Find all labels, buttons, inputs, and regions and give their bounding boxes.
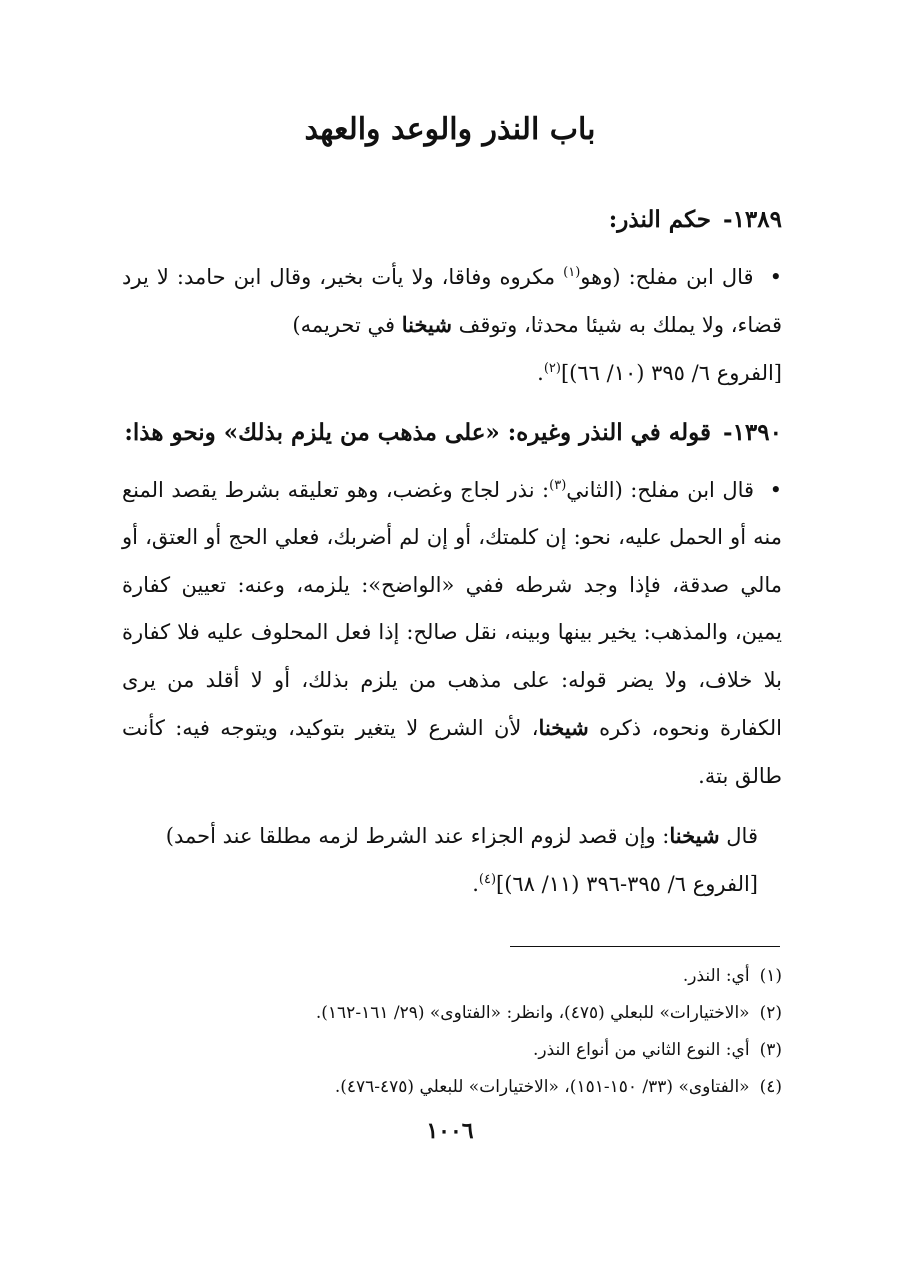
main-text (122, 196, 782, 920)
bullet: • (769, 264, 782, 289)
section-number: ١٣٨٩- (723, 206, 782, 233)
footnote-number: (١) (759, 966, 782, 986)
section-title: قوله في النذر وغيره: «على مذهب من يلزم بذلك» ونحو هذا: (124, 419, 712, 446)
text-segment: : نذر لجاج وغضب، وهو تعليقه بشرط يقصد المنع منه أو الحمل عليه، نحو: إن كلمتك، أو إن لم أضربك، فعلي الحج أو العتق، أو مالي صدقة، فإذا وجد شرطه ففي «الواضح»: يلزمه، وعنه: تعيين كفارة يمين، والمذهب: يخير بينها وبينه، نقل صالح: إذا فعل المحلوف عليه فلا كفارة بلا خلاف، ولا يضر قوله: على مذهب من يلزم بذلك، أو لا أقلد من يرى الكفارة ونحوه، ذكره (122, 477, 782, 740)
footnote-number: (٢) (759, 1003, 782, 1023)
paragraph (122, 254, 782, 398)
footnote-marker: (٤) (478, 871, 497, 887)
section-number: ١٣٩٠- (723, 419, 782, 446)
text-segment: مكروه وفاقا، ولا يأت بخير، وقال ابن حامد: لا يرد قضاء، ولا يملك به شيئا محدثا، وتوقف (122, 264, 782, 337)
end-mark: . (472, 871, 479, 896)
source-reference: [الفروع ٦/ ٣٩٥ (١٠/ ٦٦)] (560, 360, 782, 385)
chapter-title: باب النذر والوعد والعهد (304, 112, 596, 147)
text-segment: قال ابن مفلح: (وهو (580, 264, 754, 289)
emphasis-text: شيخنا (669, 823, 720, 848)
bullet: • (769, 477, 782, 502)
emphasis-text: شيخنا (401, 312, 452, 337)
section-heading-1389 (122, 196, 782, 244)
footnotes (122, 958, 782, 1106)
footnote-item (122, 958, 782, 995)
footnote-marker: (٣) (549, 477, 567, 493)
text-segment: في تحريمه) (292, 313, 396, 337)
source-reference-line (122, 861, 782, 909)
section-heading-1390 (122, 409, 782, 457)
footnote-text: أي: النوع الثاني من أنواع النذر. (533, 1040, 750, 1060)
source-reference-line (122, 350, 782, 398)
text-segment: قال (726, 824, 758, 848)
footnote-marker: (٢) (543, 360, 561, 376)
page-number: ١٠٠٦ (426, 1118, 474, 1144)
source-reference: [الفروع ٦/ ٣٩٥-٣٩٦ (١١/ ٦٨)] (496, 871, 758, 896)
end-mark: . (537, 360, 544, 385)
text-segment: : وإن قصد لزوم الجزاء عند الشرط لزمه مطلقا عند أحمد) (165, 824, 670, 848)
footnote-item (122, 995, 782, 1032)
footnote-text: «الفتاوى» (٣٣/ ١٥٠-١٥١)، «الاختيارات» للبعلي (٤٧٥-٤٧٦). (334, 1077, 750, 1097)
section-title: حكم النذر: (608, 206, 712, 233)
footnote-item (122, 1069, 782, 1106)
text-segment: ، لأن الشرع لا يتغير بتوكيد، ويتوجه فيه: كأنت طالق بتة. (122, 716, 782, 788)
paragraph (122, 467, 782, 801)
emphasis-text: شيخنا (538, 715, 589, 740)
footnote-marker: (١) (563, 264, 581, 280)
footnote-text: «الاختيارات» للبعلي (٤٧٥)، وانظر: «الفتاوى» (٢٩/ ١٦١-١٦٢). (315, 1003, 750, 1023)
footnote-item (122, 1032, 782, 1069)
footnote-number: (٣) (759, 1040, 782, 1060)
paragraph (122, 812, 782, 908)
text-segment: قال ابن مفلح: (الثاني (566, 477, 755, 502)
footnote-text: أي: النذر. (682, 966, 750, 986)
footnote-number: (٤) (759, 1077, 782, 1097)
footnote-divider (510, 946, 780, 947)
